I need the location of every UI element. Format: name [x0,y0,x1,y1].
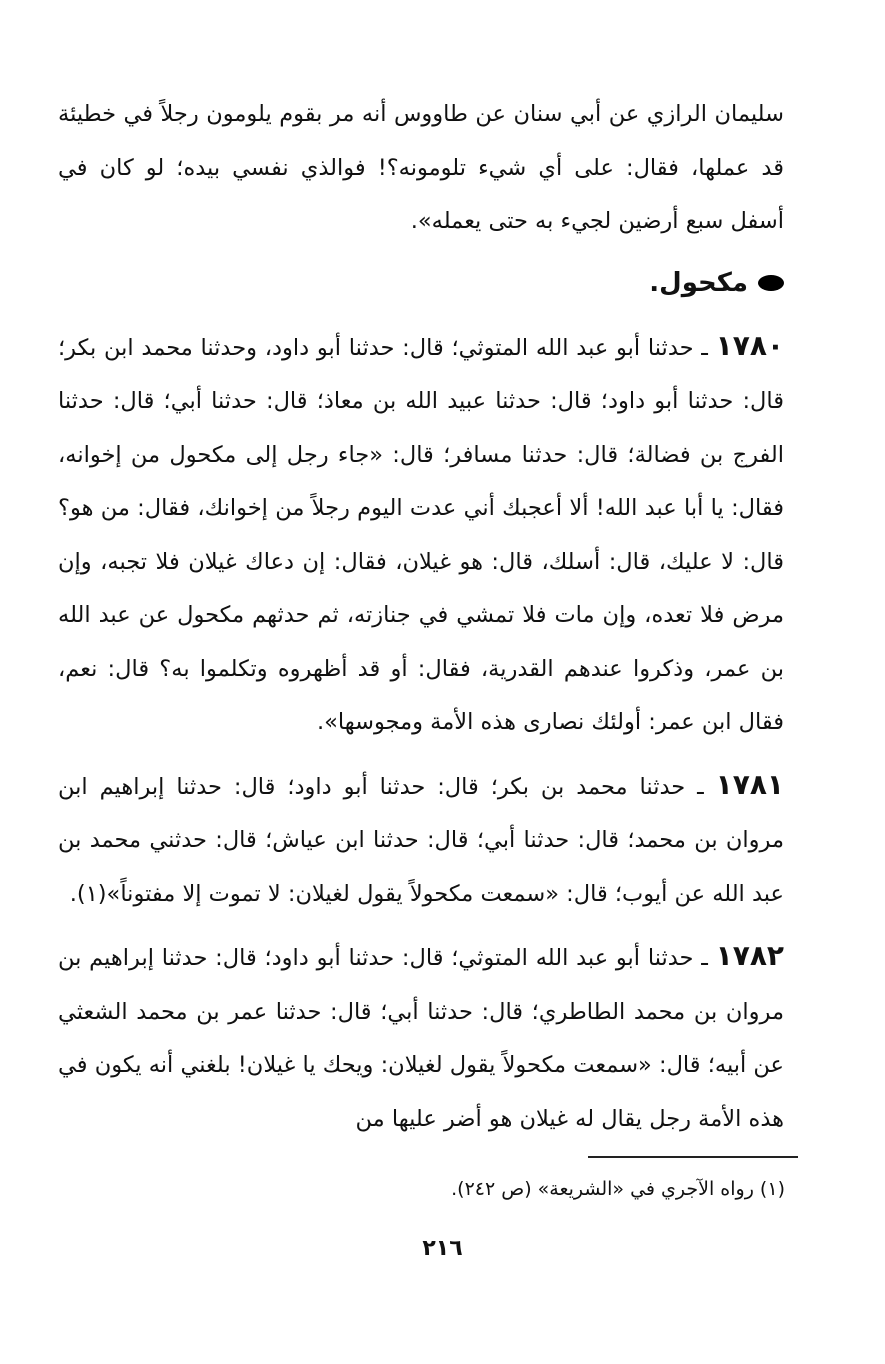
hadith-text: ـ حدثنا أبو عبد الله المتوثي؛ قال: حدثنا أبو داود؛ قال: حدثنا إبراهيم بن مروان بن محمد الطاطري؛ قال: حدثنا أبي؛ قال: حدثنا عمر بن محمد الشعثي عن أبيه؛ قال: «سمعت مكحولاً يقول لغيلان: ويحك يا غيلان! بلغني أنه يكون في هذه الأمة رجل يقال له غيلان هو أضر عليها من [58,945,784,1132]
hadith-1781 [58,758,784,922]
hadith-number: ١٧٨٠ [715,328,784,362]
page-number: ٢١٦ [422,1236,463,1261]
footnote-divider [588,1156,798,1158]
section-heading [58,253,784,313]
hadith-number: ١٧٨٢ [715,939,784,972]
hadith-1782 [58,929,784,1146]
section-title: مكحول. [649,267,748,298]
bullet-icon [758,275,784,291]
hadith-1780 [58,319,784,750]
footnote: (١) رواه الآجري في «الشريعة» (ص ٢٤٢). [451,1178,785,1200]
hadith-text: ـ حدثنا محمد بن بكر؛ قال: حدثنا أبو داود؛ قال: حدثنا إبراهيم ابن مروان بن محمد؛ قال: حدثنا أبي؛ قال: حدثنا ابن عياش؛ قال: حدثني محمد بن عبد الله عن أيوب؛ قال: «سمعت مكحولاً يقول لغيلان: لا تموت إلا مفتوناً»(١). [58,773,784,907]
hadith-text: ـ حدثنا أبو عبد الله المتوثي؛ قال: حدثنا أبو داود، وحدثنا محمد ابن بكر؛ قال: حدثنا أبو داود؛ قال: حدثنا عبيد الله بن معاذ؛ قال: حدثنا أبي؛ قال: حدثنا الفرج بن فضالة؛ قال: حدثنا مسافر؛ قال: «جاء رجل إلى مكحول من إخوانه، فقال: يا أبا عبد الله! ألا أعجبك أني عدت اليوم رجلاً من إخوانك، فقال: من هو؟ قال: لا عليك، قال: أسلك، قال: هو غيلان، فقال: إن دعاك غيلان فلا تجبه، وإن مرض فلا تعده، وإن مات فلا تمشي في جنازته، ثم حدثهم مكحول عن عبد الله بن عمر، وذكروا عندهم القدرية، فقال: أو قد أظهروه وتكلموا به؟ قال: نعم، فقال ابن عمر: أولئك نصارى هذه الأمة ومجوسها». [58,334,784,735]
page-body [58,88,784,1146]
hadith-number: ١٧٨١ [715,767,784,801]
intro-paragraph: سليمان الرازي عن أبي سنان عن طاووس أنه مر بقوم يلومون رجلاً في خطيئة قد عملها، فقال: على أي شيء تلومونه؟! فوالذي نفسي بيده؛ لو كان في أسفل سبع أرضين لجيء به حتى يعمله». [58,101,784,234]
